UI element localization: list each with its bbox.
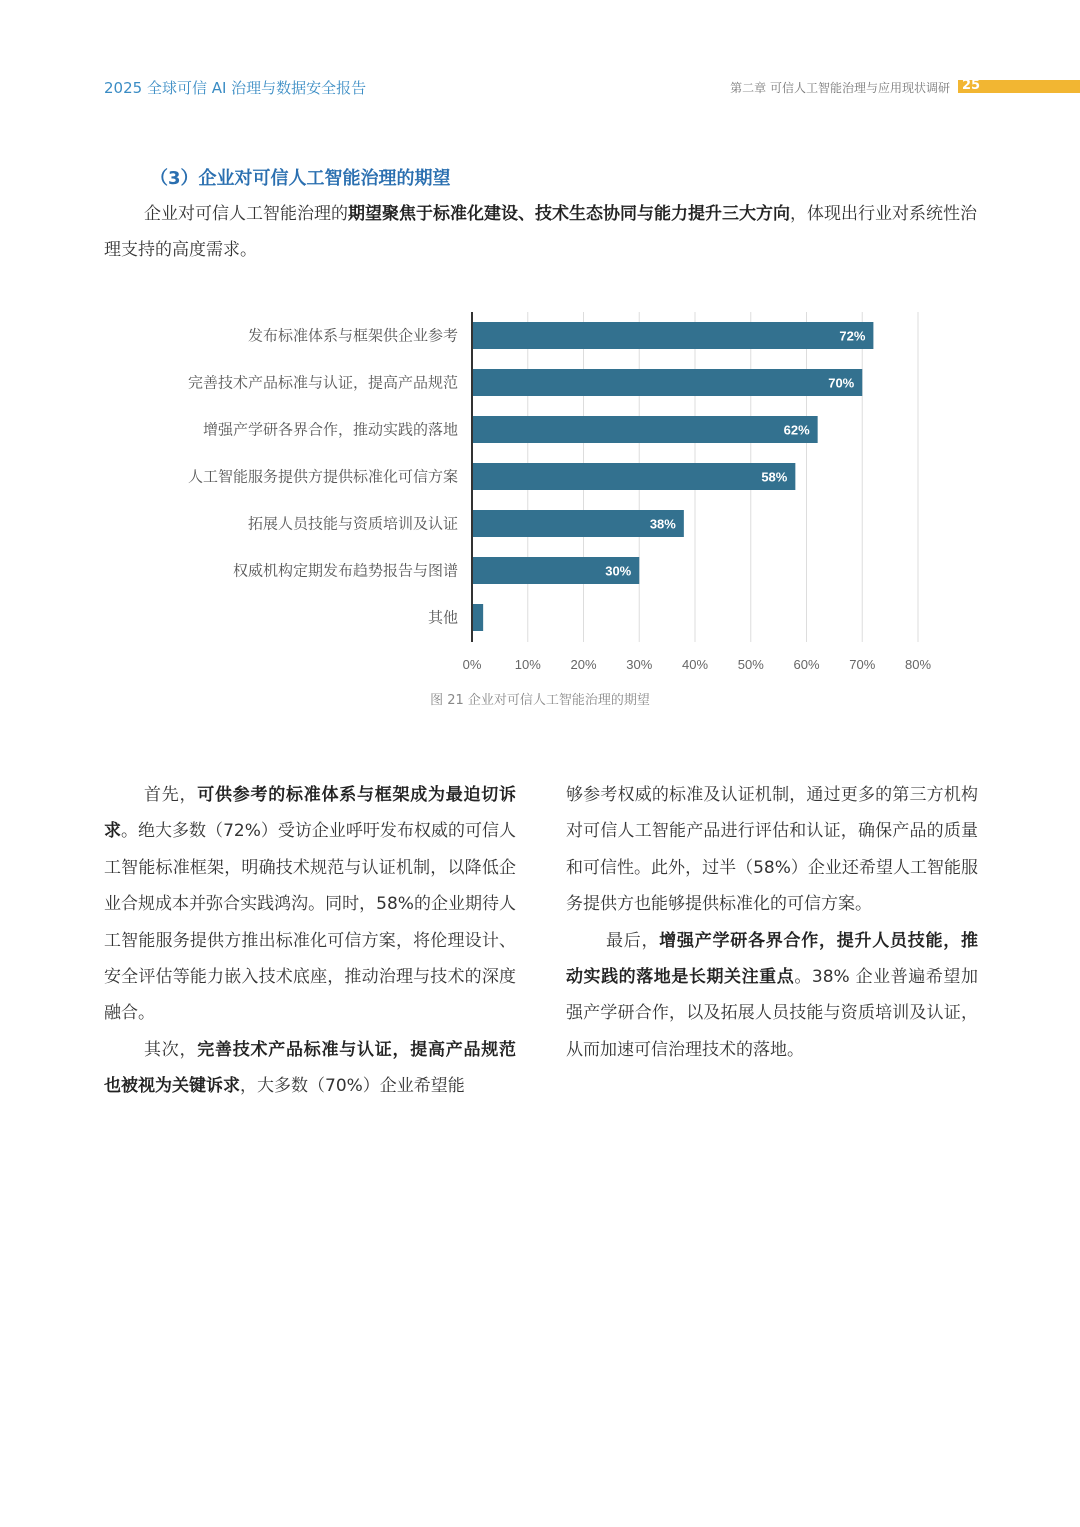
- figure-caption: 图 21 企业对可信人工智能治理的期望: [430, 693, 650, 708]
- value-label: 58%: [761, 469, 788, 485]
- body-column-left: [104, 777, 516, 1105]
- body-paragraph: [566, 777, 978, 923]
- value-label: 38%: [649, 516, 676, 532]
- value-label: 72%: [839, 328, 866, 344]
- paragraph-text: 最后，: [606, 930, 660, 951]
- intro-text-end: ，体现出行业对系统性治理支持的高度需求。: [104, 204, 977, 260]
- category-label: 完善技术产品标准与认证，提高产品规范: [187, 373, 458, 392]
- page-number-bar: [958, 80, 1080, 93]
- value-label: 70%: [828, 375, 855, 391]
- intro-bold-text: 期望聚焦于标准化建设、技术生态协同与能力提升三大方向: [348, 204, 790, 224]
- category-label: 其他: [427, 608, 458, 627]
- x-tick-label: 80%: [904, 657, 932, 672]
- section-title: （3）企业对可信人工智能治理的期望: [150, 168, 451, 189]
- category-label: 增强产学研各界合作，推动实践的落地: [202, 420, 458, 439]
- paragraph-text: 。绝大多数（72%）受访企业呼吁发布权威的可信人工智能标准框架，明确技术规范与认证机制，以降低企业合规成本并弥合实践鸿沟。同时，58%的企业期待人工智能服务提供方推出标准化可信方案，将伦理设计、安全评估等能力嵌入技术底座，推动治理与技术的深度融合。: [104, 821, 516, 1024]
- document-title: 2025 全球可信 AI 治理与数据安全报告: [104, 79, 367, 97]
- x-tick-label: 0%: [462, 657, 482, 672]
- paragraph-text: 其次，: [144, 1039, 198, 1060]
- x-tick-label: 10%: [514, 657, 541, 672]
- x-tick-label: 40%: [681, 657, 709, 672]
- paragraph-text: 够参考权威的标准及认证机制，通过更多的第三方机构对可信人工智能产品进行评估和认证，确保产品的质量和可信性。此外，过半（58%）企业还希望人工智能服务提供方也能够提供标准化的可信方案。: [566, 785, 978, 915]
- x-tick-label: 20%: [570, 657, 597, 672]
- category-label: 拓展人员技能与资质培训及认证: [247, 514, 458, 533]
- category-label: 权威机构定期发布趋势报告与图谱: [232, 561, 458, 580]
- chart-bar: [472, 463, 795, 490]
- category-label: 人工智能服务提供方提供标准化可信方案: [187, 467, 458, 486]
- chart-bar: [472, 322, 873, 349]
- chapter-title: 第二章 可信人工智能治理与应用现状调研: [730, 81, 950, 95]
- intro-paragraph: [104, 196, 980, 268]
- chart-bar: [472, 604, 483, 631]
- x-tick-label: 50%: [737, 657, 764, 672]
- body-paragraph: [104, 1032, 516, 1105]
- paragraph-bold-text: 可供参考的标准体系与框架成为最迫切诉求: [104, 785, 516, 842]
- expectations-bar-chart: [0, 300, 1080, 680]
- chart-bar: [472, 369, 862, 396]
- value-label: 30%: [605, 563, 632, 579]
- chart-bar: [472, 416, 818, 443]
- body-column-right: [566, 777, 978, 1068]
- x-tick-label: 70%: [849, 657, 876, 672]
- body-paragraph: [104, 777, 516, 1032]
- value-label: 62%: [783, 422, 810, 438]
- page-number: 25: [962, 78, 981, 93]
- paragraph-text: 首先，: [144, 785, 198, 805]
- paragraph-text: 。38% 企业普遍希望加强产学研合作，以及拓展人员技能与资质培训及认证，从而加速可信治理技术的落地。: [566, 967, 978, 1060]
- x-tick-label: 30%: [626, 657, 653, 672]
- paragraph-text: ，大多数（70%）企业希望能: [240, 1076, 465, 1097]
- paragraph-bold-text: 完善技术产品标准与认证，提高产品规范也被视为关键诉求: [104, 1039, 516, 1097]
- paragraph-bold-text: 增强产学研各界合作，提升人员技能，推动实践的落地是长期关注重点: [566, 930, 978, 988]
- category-label: 发布标准体系与框架供企业参考: [247, 326, 458, 345]
- intro-text: 企业对可信人工智能治理的: [144, 204, 348, 224]
- x-tick-label: 60%: [793, 657, 820, 672]
- body-paragraph: [566, 923, 978, 1069]
